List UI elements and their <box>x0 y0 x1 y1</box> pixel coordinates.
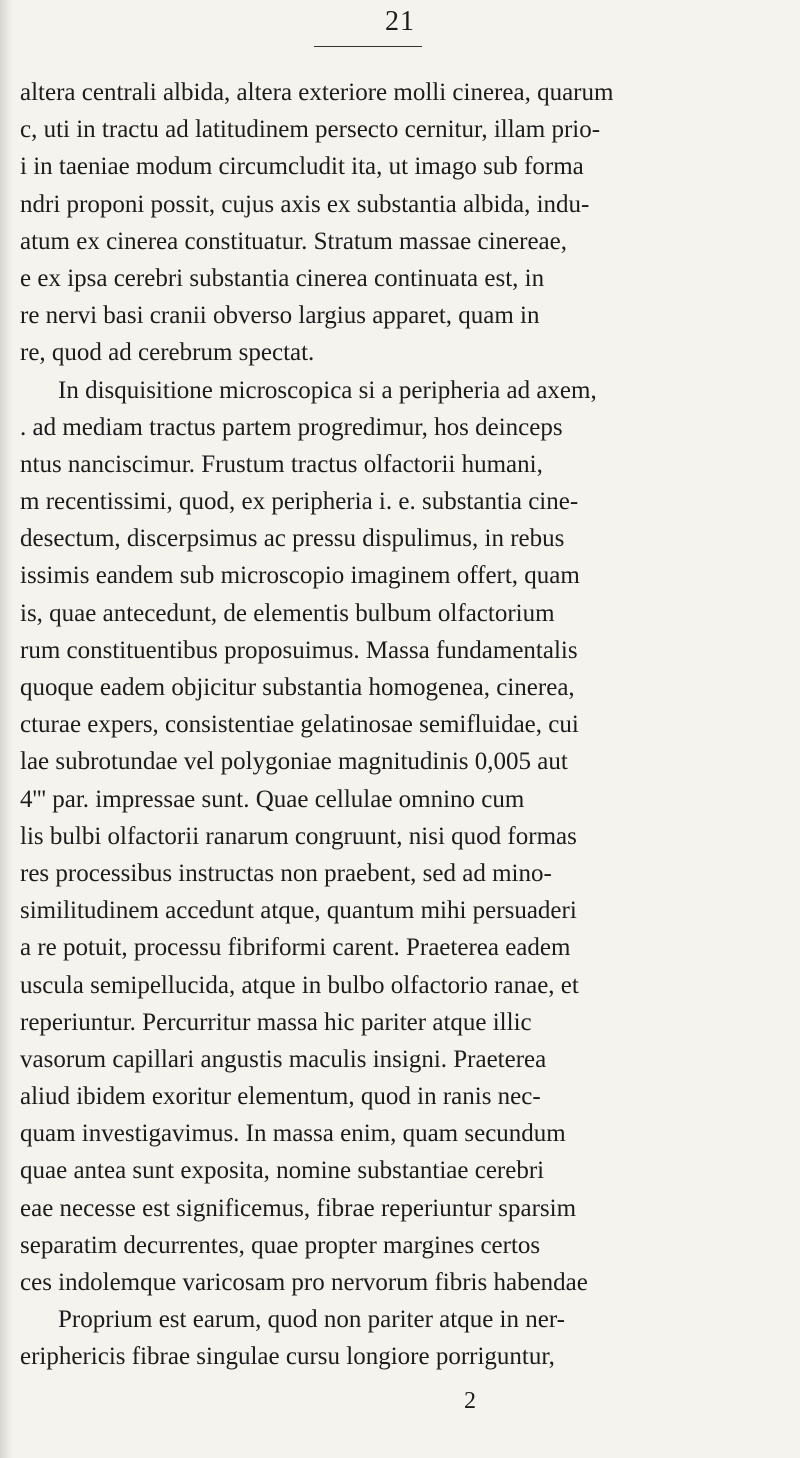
text-line: quam investigavimus. In massa enim, quam secundum <box>20 1120 566 1148</box>
text-line: cturae expers, consistentiae gelatinosae semifluidae, cui <box>20 711 579 739</box>
text-line: i in taeniae modum circumcludit ita, ut imago sub forma <box>20 153 584 181</box>
text-line: m recentissimi, quod, ex peripheria i. e. substantia cine- <box>20 488 579 516</box>
body-text <box>0 74 800 1376</box>
text-line: a re potuit, processu fibriformi carent. Praeterea eadem <box>20 934 571 962</box>
text-line: desectum, discerpsimus ac pressu dispulimus, in rebus <box>20 525 565 553</box>
text-line: atum ex cinerea constituatur. Stratum massae cinereae, <box>20 227 567 255</box>
text-line: ces indolemque varicosam pro nervorum fibris habendae <box>20 1269 588 1296</box>
text-line: issimis eandem sub microscopio imaginem offert, quam <box>20 562 580 590</box>
text-line: separatim decurrentes, quae propter margines certos <box>20 1231 541 1259</box>
text-line: In disquisitione microscopica si a peripheria ad axem, <box>58 376 597 404</box>
text-line: rum constituentibus proposuimus. Massa fundamentalis <box>20 636 578 664</box>
text-line: altera centrali albida, altera exteriore molli cinerea, quarum <box>20 79 614 106</box>
text-line: aliud ibidem exoritur elementum, quod in ranis nec- <box>20 1083 541 1111</box>
text-line: lis bulbi olfactorii ranarum congruunt, nisi quod formas <box>20 822 577 850</box>
text-line: reperiuntur. Percurritur massa hic pariter atque illic <box>20 1008 532 1036</box>
text-line: 4''' par. impressae sunt. Quae cellulae omnino cum <box>20 785 525 813</box>
text-line: similitudinem accedunt atque, quantum mihi persuaderi <box>20 897 577 925</box>
text-line: . ad mediam tractus partem progredimur, hos deinceps <box>20 413 563 441</box>
text-line: Proprium est earum, quod non pariter atque in ner- <box>58 1306 565 1334</box>
text-line: quae antea sunt exposita, nomine substantiae cerebri <box>20 1157 545 1185</box>
text-line: is, quae antecedunt, de elementis bulbum olfactorium <box>20 599 555 627</box>
text-line: re nervi basi cranii obverso largius apparet, quam in <box>20 302 540 330</box>
text-line: eriphericis fibrae singulae cursu longiore porriguntur, <box>20 1343 555 1371</box>
text-line: quoque eadem objicitur substantia homogenea, cinerea, <box>20 674 575 701</box>
text-line: re, quod ad cerebrum spectat. <box>20 339 315 367</box>
text-line: res processibus instructas non praebent, sed ad mino- <box>20 859 552 887</box>
text-line: uscula semipellucida, atque in bulbo olfactorio ranae, et <box>20 971 579 999</box>
text-line: ntus nanciscimur. Frustum tractus olfactorii humani, <box>20 450 543 478</box>
signature-mark: 2 <box>464 1388 476 1414</box>
text-line: vasorum capillari angustis maculis insigni. Praeterea <box>20 1045 547 1073</box>
text-line: c, uti in tractu ad latitudinem persecto cernitur, illam prio- <box>20 116 601 144</box>
text-line: eae necesse est significemus, fibrae reperiuntur sparsim <box>20 1194 577 1222</box>
text-line: lae subrotundae vel polygoniae magnitudinis 0,005 aut <box>20 748 568 776</box>
page-number: 21 <box>385 6 415 37</box>
header-rule <box>314 46 422 47</box>
text-line: e ex ipsa cerebri substantia cinerea continuata est, in <box>20 264 545 292</box>
text-line: ndri proponi possit, cujus axis ex substantia albida, indu- <box>20 190 590 218</box>
